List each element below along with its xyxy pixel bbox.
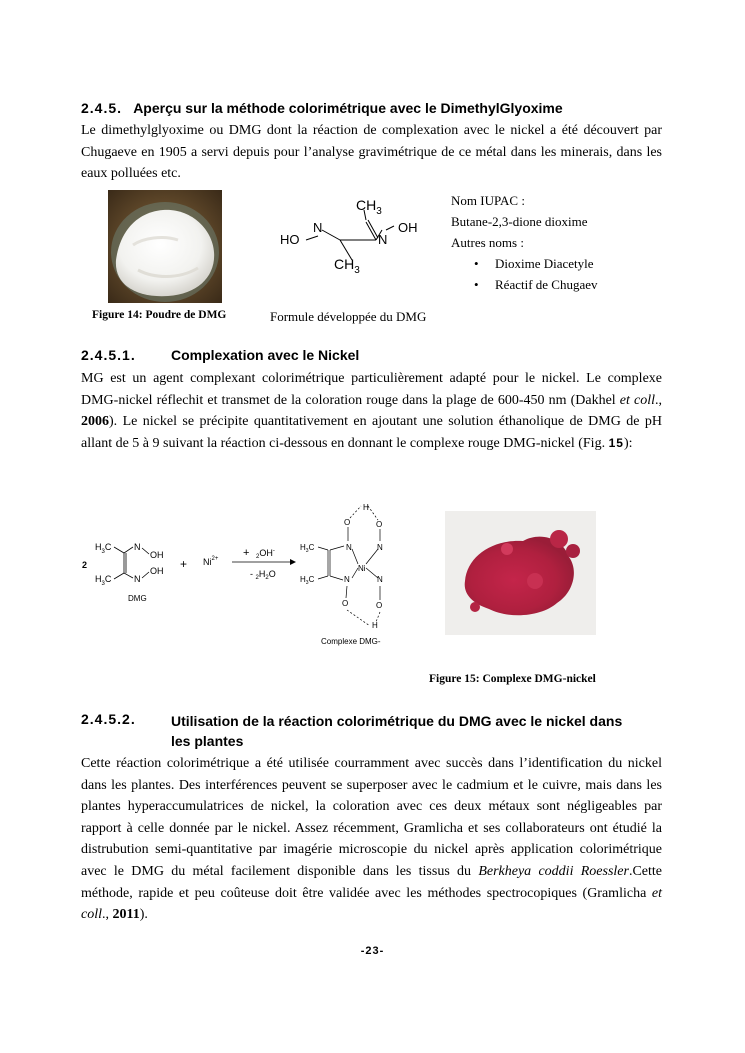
ho-left: HO [280,232,300,247]
intro-paragraph: Le dimethylglyoxime ou DMG dont la réaction de complexation avec le nickel a été découvert par Chugaeve en 1905 a servi depuis pour l’analyse gravimétrique de ce métal dans les minerais, dans les eaux polluées etc. [81,123,662,182]
oh-top: OH [150,550,164,560]
section-title: Aperçu sur la méthode colorimétrique avec le DimethylGlyoxime [133,100,563,116]
iupac-name: Butane-2,3-dione dioxime [451,214,588,229]
n-right: N [378,232,388,247]
n-top: N [134,542,141,552]
ch3-top: $CH_3$ [356,197,382,217]
complex-label: Complexe DMG- [321,637,381,646]
section-number: 2.4.5.2. [81,711,136,727]
oh-bottom: OH [150,566,164,576]
section-heading-2-4-5 [81,100,681,116]
h-top: H [363,503,369,512]
plus-sign: + [180,557,188,571]
section-number: 2.4.5.1. [81,347,136,363]
o-top-right: O [376,520,383,529]
page-number: -23- [360,945,385,957]
h3c-top: $H_3C$ [95,542,112,555]
hydroxide: $_2$OH- [256,548,275,560]
ni-center: Ni [358,564,366,573]
iupac-info [451,190,598,295]
other-names-item: • Dioxime Diacetyle [451,253,598,274]
n-complex-3: N [344,575,350,584]
bullet-icon: • [474,277,479,292]
o-bottom-right: O [376,601,383,610]
stoich-coefficient: 2 [82,560,88,570]
dmg-label: DMG [128,594,147,603]
iupac-label: Nom IUPAC : [451,193,525,208]
complexation-paragraph: MG est un agent complexant colorimétrique particulièrement adapté pour le nickel. Le complexe DMG-nickel réflechit et transmet de la coloration rouge dans la plage de 600-450 nm (Dakhel et coll., 2006). Le nickel se précipite quantitativement en ajoutant une solution éthanolique de DMG de pH allant de 5 à 9 suivant la réaction ci-dessous en donnant le complexe rouge DMG-nickel (Fig. 15): [81,371,662,451]
n-complex-2: N [377,543,383,552]
section-heading-2-4-5-2 [81,711,136,727]
formula-caption: Formule développée du DMG [270,309,427,324]
ch3-bottom: $CH_3$ [334,256,360,276]
section-heading-2-4-5-1 [81,347,136,363]
figure-14-caption: Figure 14: Poudre de DMG [92,309,227,321]
bullet-icon: • [474,256,479,271]
water-loss: - $_2H_2O$ [250,569,276,581]
other-names-item: • Réactif de Chugaev [451,274,598,295]
plus-oh: + [243,547,250,559]
nickel-ion: $Ni^{2+}$ [203,556,219,567]
o-bottom-left: O [342,599,349,608]
oh-right: OH [398,220,418,235]
section-title-2-4-5-1: Complexation avec le Nickel [171,347,360,363]
n-bottom: N [134,574,141,584]
reaction-scheme [80,498,410,650]
arrow-head-icon [290,559,296,565]
n-complex-4: N [377,575,383,584]
h-bottom: H [372,621,378,630]
n-left: N [313,220,323,235]
o-top-left: O [344,518,351,527]
other-names-label: Autres noms : [451,235,524,250]
h3c-bottom: $H_3C$ [95,574,112,587]
plants-paragraph: Cette réaction colorimétrique a été utilisée courramment avec succès dans l’identification du nickel dans les plantes. Des interférences peuvent se superposer avec le cadmium et le cuivre, mais dans les plantes hyperaccumulatrices de nickel, la coloration avec ces deux métaux sont négligeables par rapport à celle donnée par le nickel. Assez récemment, Gramlicha et ses collaborateurs ont étudié la distrubution semi-quantitative par imagérie microscopie du nickel après application colorimétrique avec le DMG du métal facilement disponible dans les tissus du Berkheya coddii Roessler.Cette méthode, rapide et peu coûteuse doit être validée avec les méthodes spectrocopiques (Gramlicha et coll., 2011). [81,756,662,923]
section-number: 2.4.5. [81,100,123,116]
dmg-structural-formula [270,192,440,282]
n-complex-1: N [346,543,352,552]
figure-15-caption: Figure 15: Complexe DMG-nickel [429,673,596,685]
section-title-2-4-5-2: Utilisation de la réaction colorimétrique du DMG avec le nickel dans les plantes [171,713,623,749]
dmg-powder-photo [108,190,222,303]
h3c-complex-bottom: $H_3C$ [300,575,315,586]
dmg-nickel-complex-photo [445,511,596,635]
h3c-complex-top: $H_3C$ [300,543,315,554]
